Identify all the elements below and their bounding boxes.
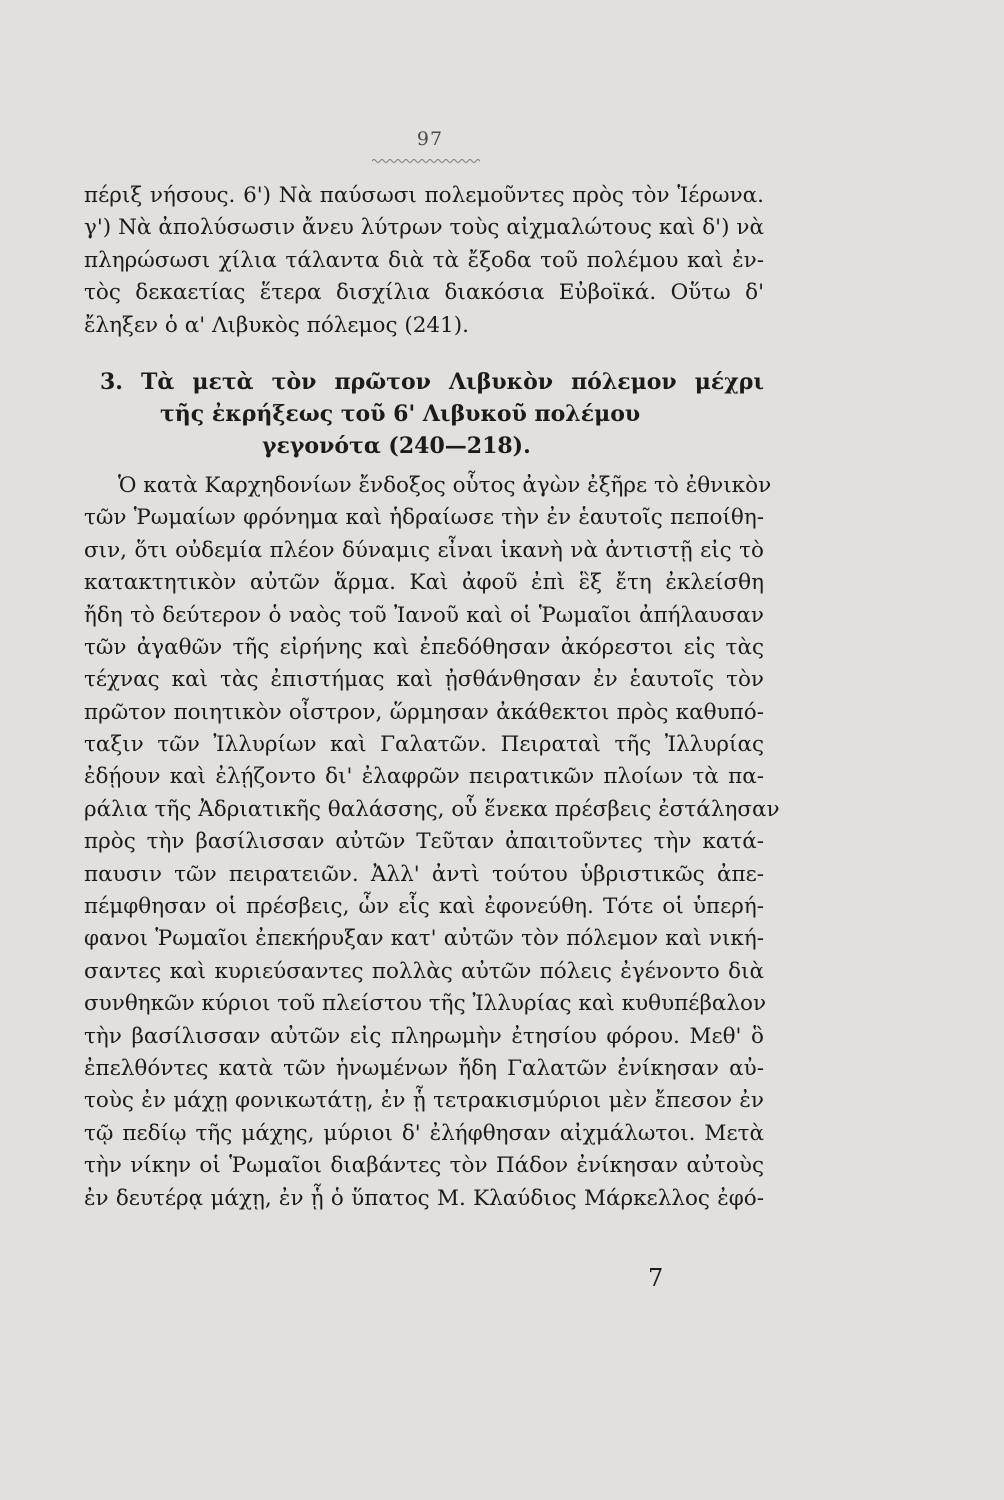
text-line: τὸς δεκαετίας ἕτερα δισχίλια διακόσια Εὐβοϊκά. Οὕτω δ' bbox=[84, 280, 764, 306]
text-line: φανοι Ῥωμαῖοι ἐπεκήρυξαν κατ' αὐτῶν τὸν πόλεμον καὶ νική- bbox=[84, 926, 764, 952]
text-line: ἔληξεν ὁ α' Λιβυκὸς πόλεμος (241). bbox=[84, 312, 469, 338]
section-heading-line-1: 3. Τὰ μετὰ τὸν πρῶτον Λιβυκὸν πόλεμον μέχρι bbox=[100, 368, 764, 395]
signature-mark: 7 bbox=[648, 1264, 664, 1292]
text-line: ἐδῄουν καὶ ἐλῄζοντο δι' ἐλαφρῶν πειρατικῶν πλοίων τὰ πα- bbox=[84, 764, 764, 790]
text-line: κατακτητικὸν αὐτῶν ἅρμα. Καὶ ἀφοῦ ἐπὶ ἓξ ἔτη ἐκλείσθη bbox=[84, 570, 764, 596]
text-line: γ') Νὰ ἀπολύσωσιν ἄνευ λύτρων τοὺς αἰχμαλώτους καὶ δ') νὰ bbox=[84, 215, 764, 241]
section-heading-line-2: τῆς ἐκρήξεως τοῦ 6' Λιβυκοῦ πολέμου bbox=[160, 400, 641, 427]
body-paragraph bbox=[84, 470, 780, 1215]
text-line: τοὺς ἐν μάχῃ φονικωτάτῃ, ἐν ᾗ τετρακισμύριοι μὲν ἔπεσον ἐν bbox=[84, 1088, 764, 1114]
decorative-wavy-rule bbox=[372, 158, 480, 164]
text-line: ἐν δευτέρᾳ μάχῃ, ἐν ᾗ ὁ ὕπατος Μ. Κλαύδιος Μάρκελλος ἐφό- bbox=[84, 1185, 764, 1211]
text-line: ράλια τῆς Ἀδριατικῆς θαλάσσης, οὗ ἕνεκα πρέσβεις ἐστάλησαν bbox=[84, 796, 780, 822]
text-line: πέμφθησαν οἱ πρέσβεις, ὧν εἷς καὶ ἐφονεύθη. Τότε οἱ ὑπερή- bbox=[84, 894, 764, 920]
page-number: 97 bbox=[416, 128, 444, 150]
text-line: τέχνας καὶ τὰς ἐπιστήμας καὶ ᾐσθάνθησαν ἐν ἑαυτοῖς τὸν bbox=[84, 667, 764, 693]
page-text bbox=[84, 180, 780, 1215]
section-heading bbox=[84, 366, 764, 462]
text-line: τῷ πεδίῳ τῆς μάχης, μύριοι δ' ἐλήφθησαν αἰχμάλωτοι. Μετὰ bbox=[84, 1120, 764, 1146]
text-line: συνθηκῶν κύριοι τοῦ πλείστου τῆς Ἰλλυρίας καὶ κυθυπέβαλον bbox=[84, 991, 767, 1017]
text-line: ταξιν τῶν Ἰλλυρίων καὶ Γαλατῶν. Πειραταὶ τῆς Ἰλλυρίας bbox=[84, 732, 764, 758]
text-line: πρὸς τὴν βασίλισσαν αὐτῶν Τεῦταν ἀπαιτοῦντες τὴν κατά- bbox=[84, 829, 764, 855]
text-line: Ὁ κατὰ Καρχηδονίων ἔνδοξος οὗτος ἀγὼν ἐξῆρε τὸ ἐθνικὸν bbox=[118, 472, 772, 498]
text-line: ἐπελθόντες κατὰ τῶν ἡνωμένων ἤδη Γαλατῶν ἐνίκησαν αὐ- bbox=[84, 1055, 764, 1081]
text-line: σιν, ὅτι οὐδεμία πλέον δύναμις εἶναι ἱκανὴ νὰ ἀντιστῇ εἰς τὸ bbox=[84, 537, 764, 563]
text-line: πληρώσωσι χίλια τάλαντα διὰ τὰ ἔξοδα τοῦ πολέμου καὶ ἐν- bbox=[84, 247, 764, 273]
intro-paragraph bbox=[84, 180, 764, 342]
text-line: παυσιν τῶν πειρατειῶν. Ἀλλ' ἀντὶ τούτου ὑβριστικῶς ἀπε- bbox=[84, 861, 764, 887]
text-line: πρῶτον ποιητικὸν οἶστρον, ὥρμησαν ἀκάθεκτοι πρὸς καθυπό- bbox=[84, 699, 764, 725]
text-line: τῶν Ῥωμαίων φρόνημα καὶ ἡδραίωσε τὴν ἐν ἑαυτοῖς πεποίθη- bbox=[84, 505, 764, 531]
section-heading-line-3: γεγονότα (240—218). bbox=[262, 432, 531, 459]
text-line: σαντες καὶ κυριεύσαντες πολλὰς αὐτῶν πόλεις ἐγένοντο διὰ bbox=[84, 958, 764, 984]
text-line: τῶν ἀγαθῶν τῆς εἰρήνης καὶ ἐπεδόθησαν ἀκόρεστοι εἰς τὰς bbox=[84, 634, 764, 660]
text-line: τὴν νίκην οἱ Ῥωμαῖοι διαβάντες τὸν Πάδον ἐνίκησαν αὐτοὺς bbox=[84, 1153, 764, 1179]
text-line: τὴν βασίλισσαν αὐτῶν εἰς πληρωμὴν ἐτησίου φόρου. Μεθ' ὃ bbox=[84, 1023, 764, 1049]
text-line: ἤδη τὸ δεύτερον ὁ ναὸς τοῦ Ἰανοῦ καὶ οἱ Ῥωμαῖοι ἀπήλαυσαν bbox=[84, 602, 764, 628]
text-line: πέριξ νήσους. 6') Νὰ παύσωσι πολεμοῦντες πρὸς τὸν Ἱέρωνα. bbox=[84, 183, 764, 208]
